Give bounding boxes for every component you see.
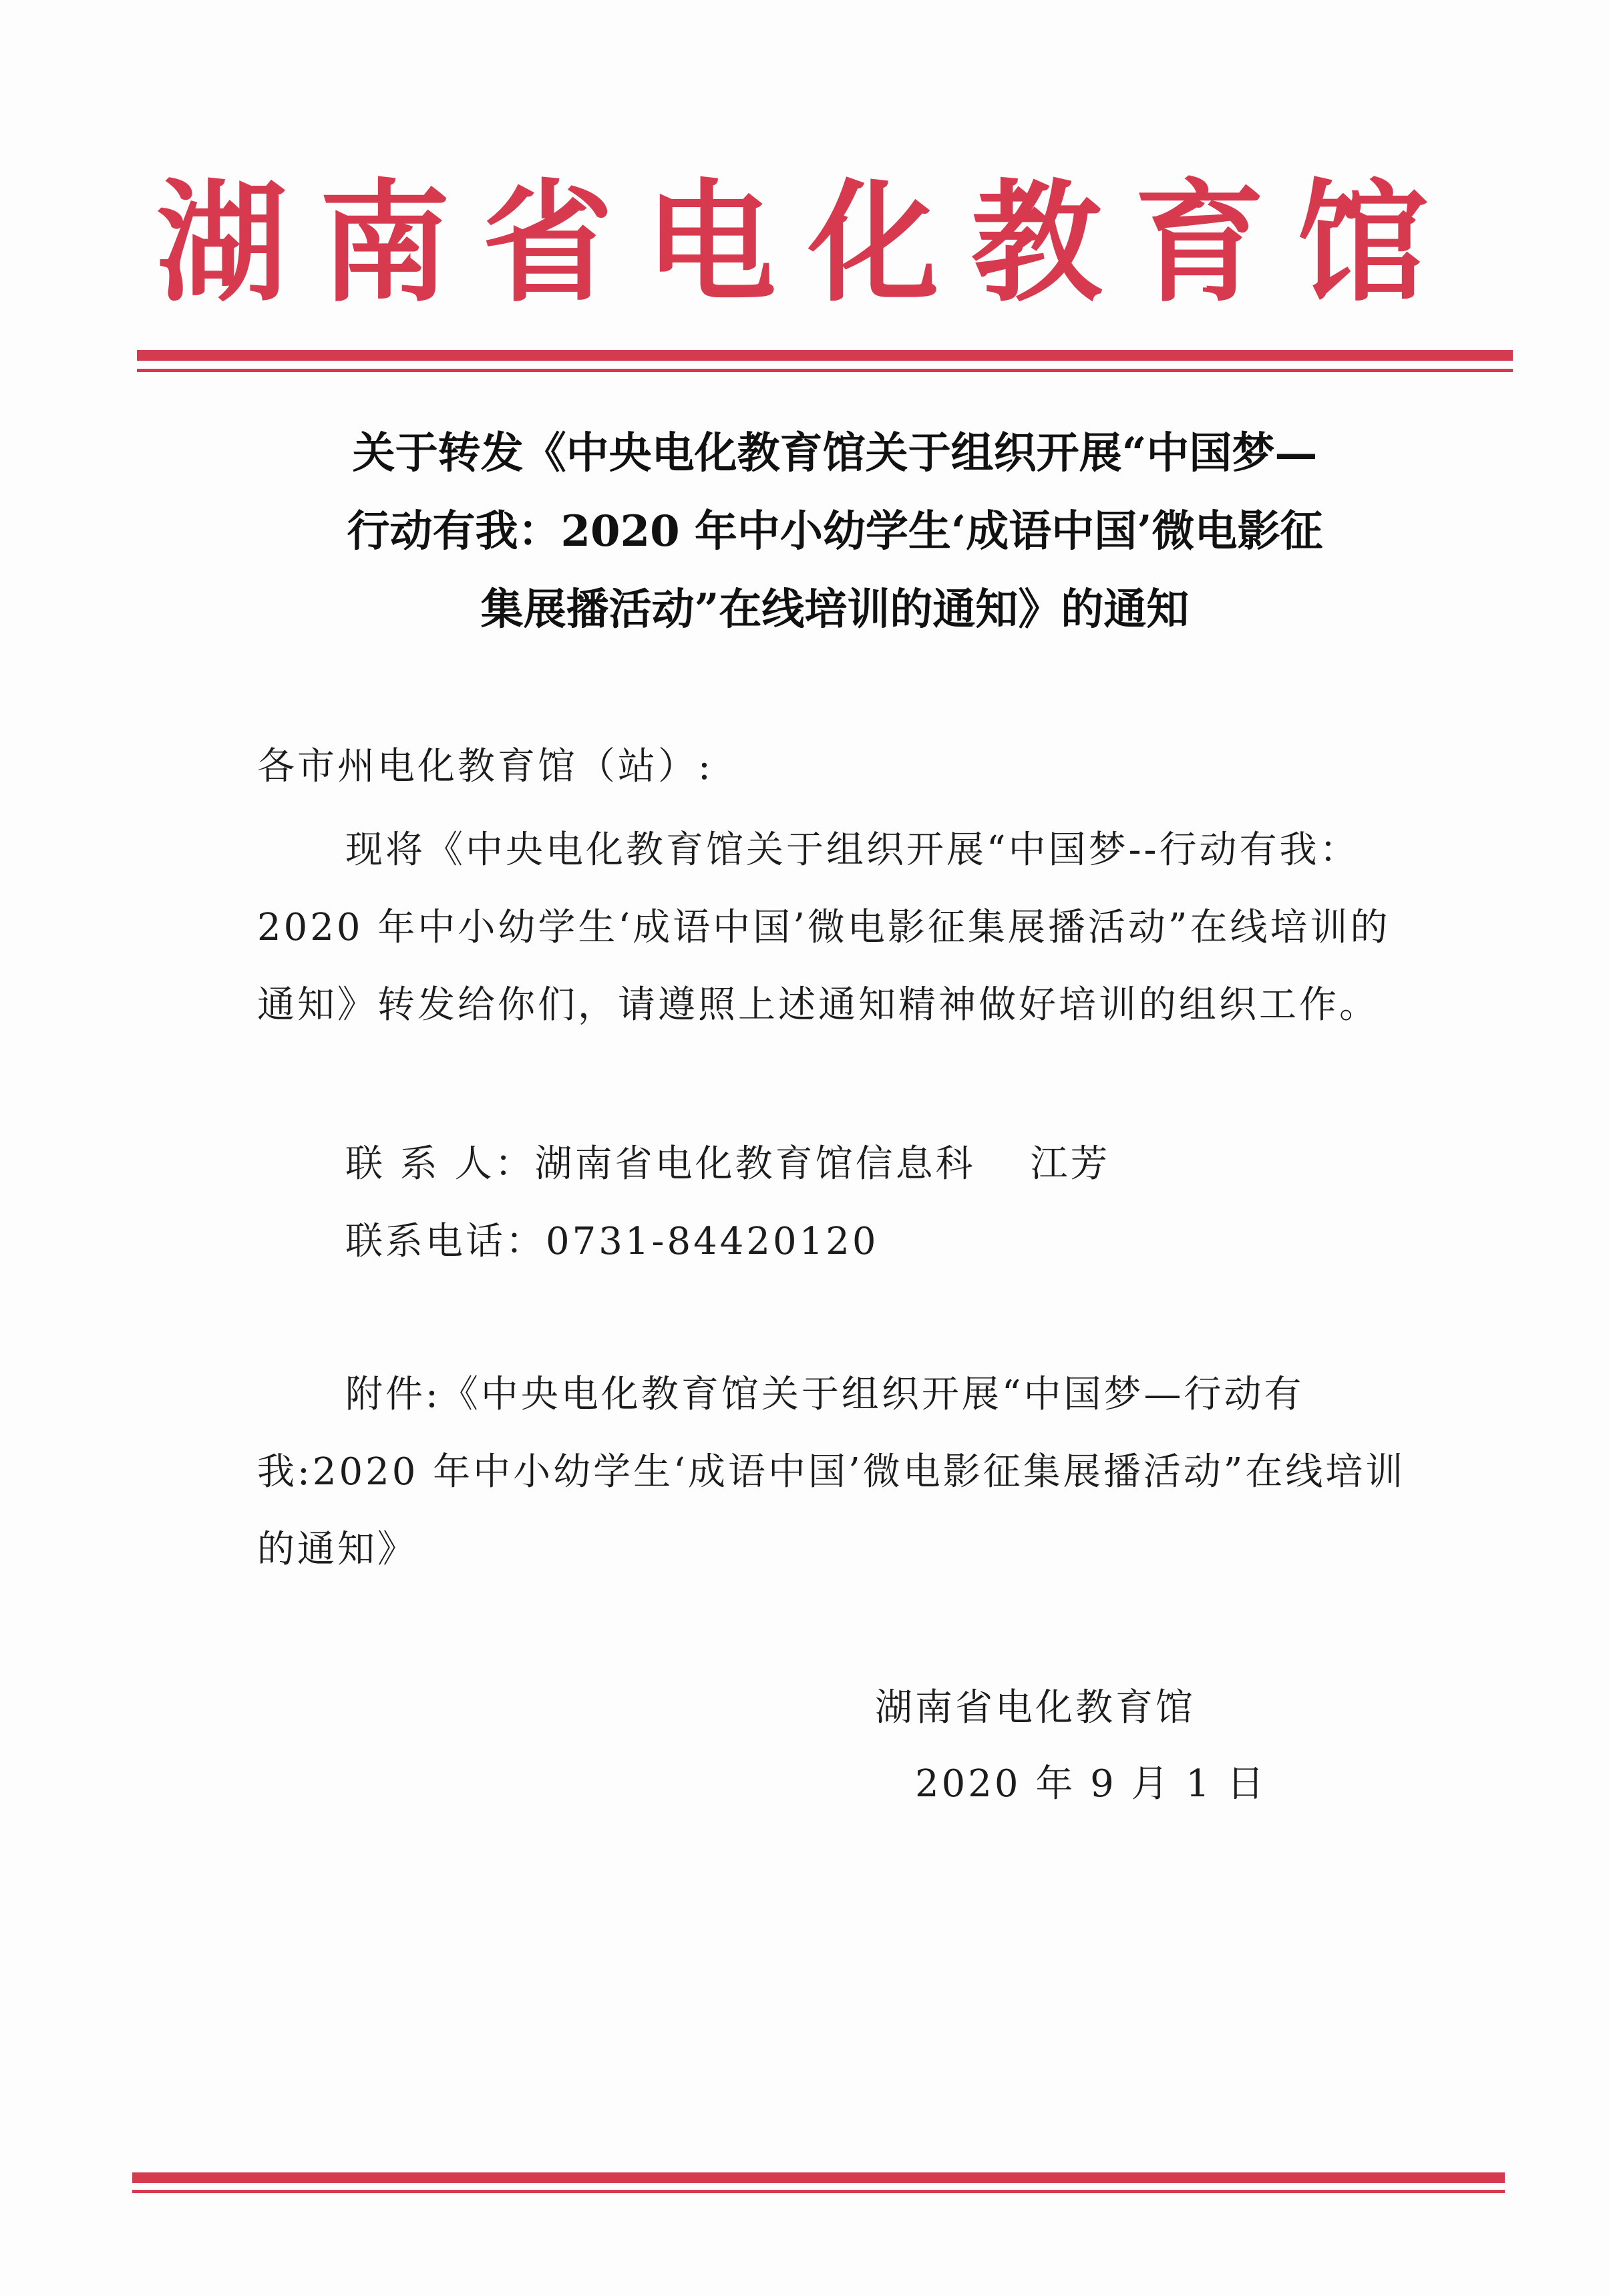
contact-person: 联 系 人：湖南省电化教育馆信息科 江芳 xyxy=(345,1142,1111,1186)
attachment-note: 附件:《中央电化教育馆关于组织开展“中国梦—行动有我:2020 年中小幼学生‘成语中国’微电影征集展播活动”在线培训的通知》 xyxy=(257,1373,1406,1571)
contact-block xyxy=(345,1126,1494,1281)
footer-rule-thick xyxy=(132,2172,1505,2183)
document-title-line-1: 关于转发《中央电化教育馆关于组织开展“中国梦— xyxy=(352,428,1318,478)
signature-date: 2020 年 9 月 1 日 xyxy=(915,1762,1267,1806)
body-paragraph: 现将《中央电化教育馆关于组织开展“中国梦--行动有我：2020 年中小幼学生‘成语中国’微电影征集展播活动”在线培训的通知》转发给你们，请遵照上述通知精神做好培训的组织工作。 xyxy=(257,828,1391,1027)
contact-phone: 联系电话：0731-84420120 xyxy=(345,1220,879,1263)
document-title-line-2: 行动有我：2020 年中小幼学生‘成语中国’微电影征 xyxy=(347,506,1323,556)
document-title-line-3: 集展播活动”在线培训的通知》的通知 xyxy=(480,585,1190,635)
signature-block xyxy=(868,1670,1269,1822)
document-title xyxy=(247,414,1423,649)
signature-org: 湖南省电化教育馆 xyxy=(875,1686,1196,1730)
masthead-rule-thin xyxy=(137,369,1513,372)
masthead-title: 湖南省电化教育馆 xyxy=(156,168,1460,320)
footer-rule-thin xyxy=(132,2190,1505,2193)
salutation: 各市州电化教育馆（站）: xyxy=(257,745,713,788)
masthead-rule-thick xyxy=(137,350,1513,361)
